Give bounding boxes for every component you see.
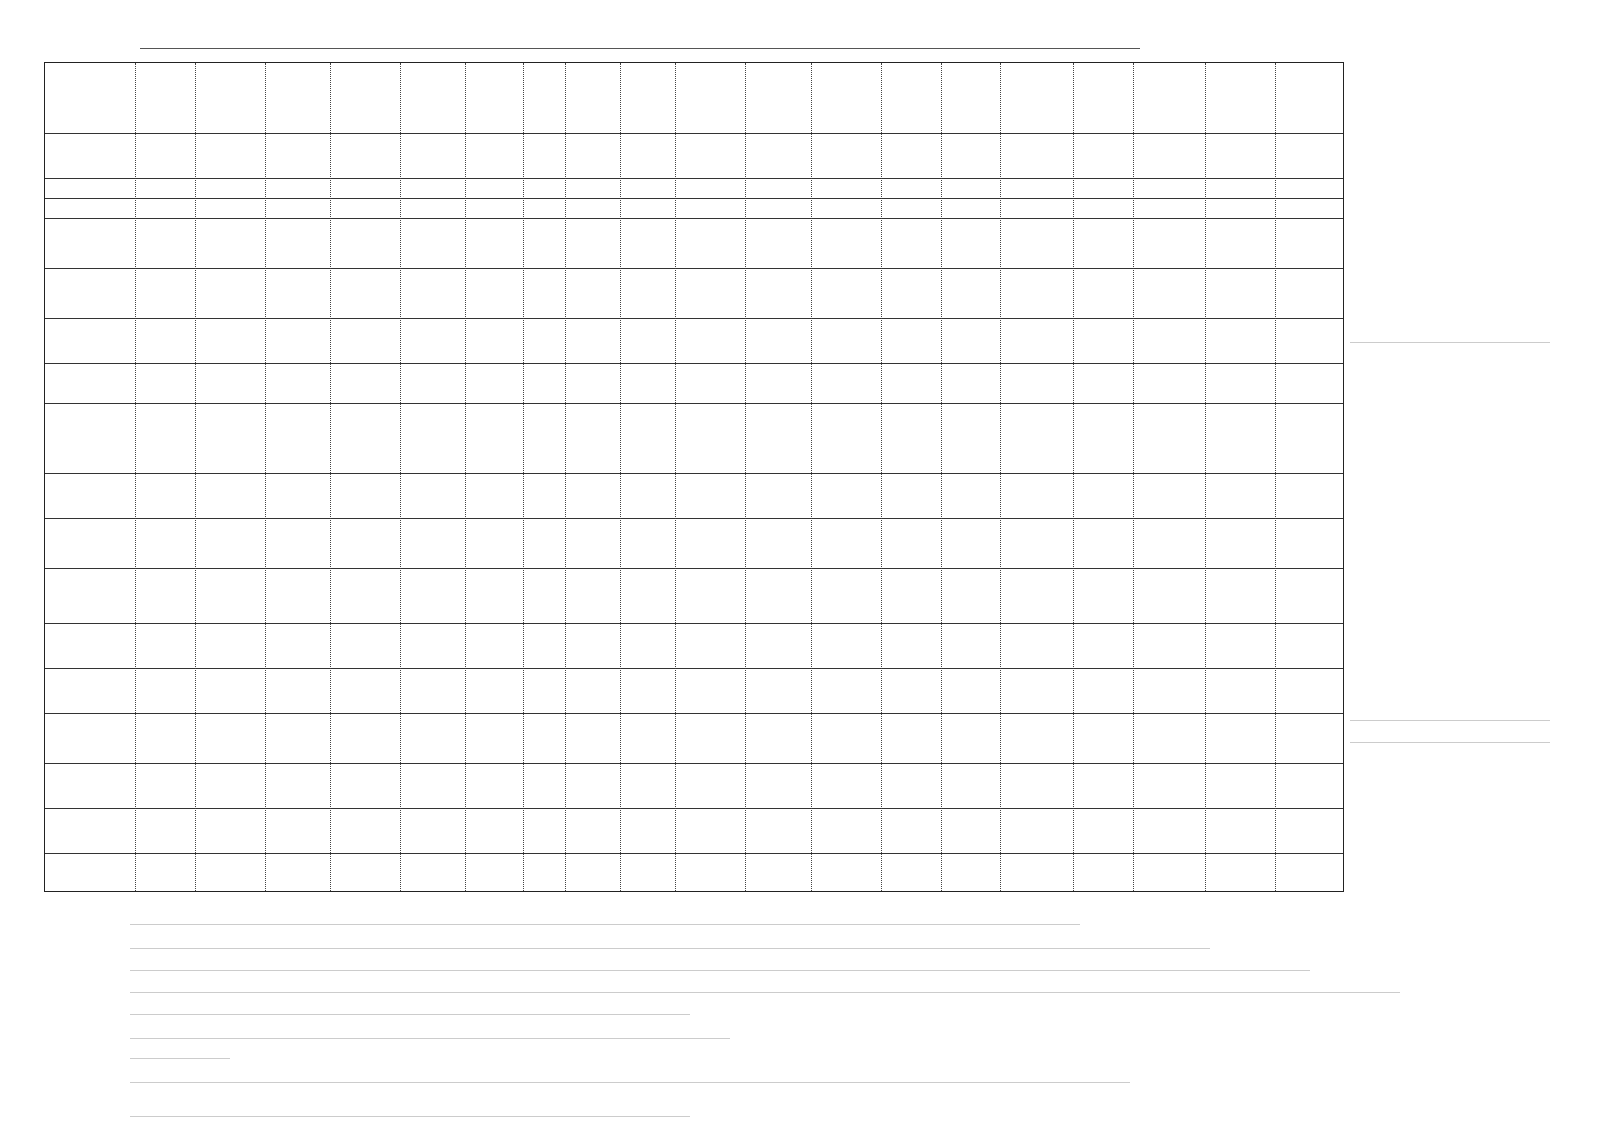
remark-placeholder [130,1070,1130,1083]
row-rule [45,568,1343,569]
row-rule [45,178,1343,179]
row-rule [45,473,1343,474]
row-rule [45,668,1343,669]
column-divider [565,63,566,891]
footnote-placeholder [130,936,1210,949]
footnote-placeholder [130,958,1310,971]
row-rule [45,268,1343,269]
column-divider [465,63,466,891]
footnote-placeholder [130,912,1080,925]
column-divider [620,63,621,891]
column-divider [1073,63,1074,891]
column-divider [811,63,812,891]
margin-note-placeholder [1350,730,1550,743]
row-rule [45,363,1343,364]
row-rule [45,318,1343,319]
column-divider [941,63,942,891]
margin-note-placeholder [1350,708,1550,721]
row-rule [45,198,1343,199]
row-rule [45,763,1343,764]
remark-placeholder [130,1104,690,1117]
header-rule [45,133,1343,134]
column-divider [400,63,401,891]
row-rule [45,218,1343,219]
row-rule [45,403,1343,404]
column-divider [1275,63,1276,891]
document-title-placeholder [140,30,1140,49]
date-column-divider [135,63,136,891]
column-divider [675,63,676,891]
column-divider [881,63,882,891]
column-divider [1000,63,1001,891]
row-rule [45,623,1343,624]
column-divider [195,63,196,891]
column-divider [330,63,331,891]
row-rule [45,518,1343,519]
remarks-heading-placeholder [130,1046,230,1059]
column-divider [523,63,524,891]
row-rule [45,713,1343,714]
margin-note-placeholder [1350,330,1550,343]
column-divider [745,63,746,891]
footnote-placeholder [130,980,1400,993]
results-table-placeholder [44,62,1344,892]
column-divider [265,63,266,891]
footnote-placeholder [130,1002,690,1015]
column-divider [1133,63,1134,891]
row-rule [45,808,1343,809]
row-rule [45,853,1343,854]
column-divider [1205,63,1206,891]
footnote-placeholder [130,1026,730,1039]
